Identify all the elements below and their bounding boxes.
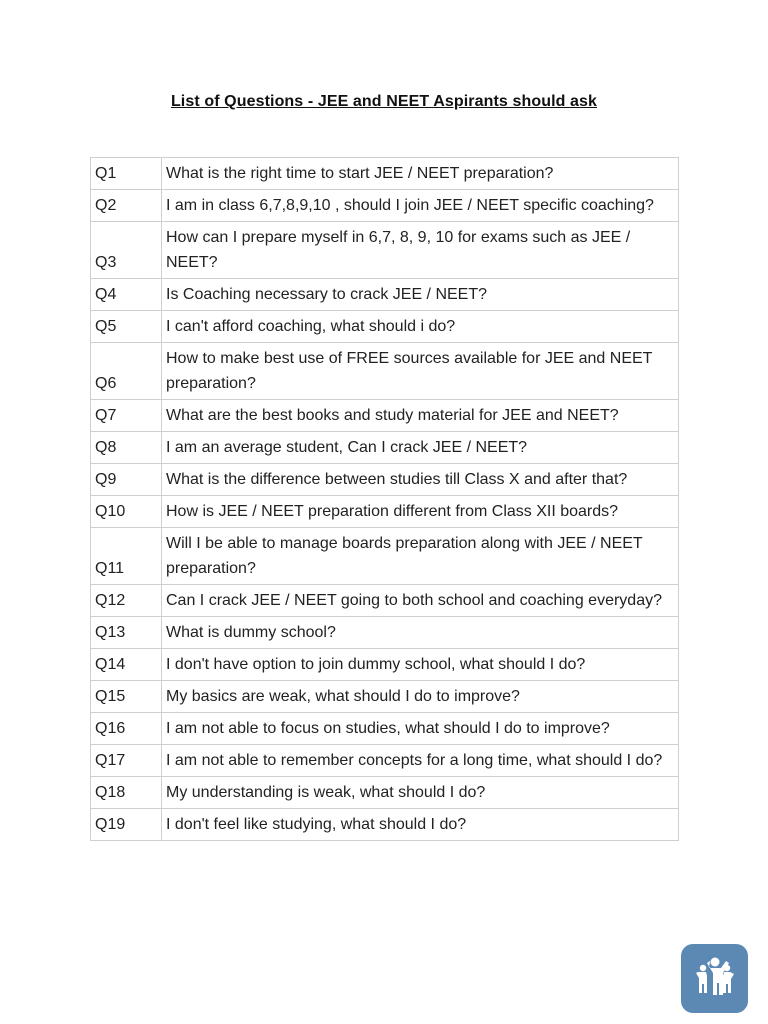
question-text: How to make best use of FREE sources available for JEE and NEET preparation? <box>162 343 679 400</box>
table-row <box>91 681 679 713</box>
question-number: Q17 <box>91 745 162 777</box>
question-number: Q2 <box>91 190 162 222</box>
question-text: I am in class 6,7,8,9,10 , should I join JEE / NEET specific coaching? <box>162 190 679 222</box>
table-row <box>91 713 679 745</box>
question-number: Q18 <box>91 777 162 809</box>
table-row <box>91 745 679 777</box>
people-icon <box>692 953 738 1004</box>
question-text: What is the right time to start JEE / NEET preparation? <box>162 158 679 190</box>
table-row <box>91 343 679 400</box>
table-row <box>91 649 679 681</box>
table-row <box>91 400 679 432</box>
question-text: How is JEE / NEET preparation different from Class XII boards? <box>162 496 679 528</box>
question-number: Q7 <box>91 400 162 432</box>
question-number: Q8 <box>91 432 162 464</box>
question-number: Q6 <box>91 343 162 400</box>
question-text: I don't have option to join dummy school, what should I do? <box>162 649 679 681</box>
questions-table-body <box>91 158 679 841</box>
question-text: Is Coaching necessary to crack JEE / NEET? <box>162 279 679 311</box>
table-row <box>91 464 679 496</box>
app-badge-button[interactable] <box>681 944 748 1013</box>
document-title: List of Questions - JEE and NEET Aspirants should ask <box>170 93 598 110</box>
question-number: Q5 <box>91 311 162 343</box>
question-text: I can't afford coaching, what should i do? <box>162 311 679 343</box>
table-row <box>91 809 679 841</box>
table-row <box>91 311 679 343</box>
question-text: How can I prepare myself in 6,7, 8, 9, 10 for exams such as JEE / NEET? <box>162 222 679 279</box>
question-text: My understanding is weak, what should I do? <box>162 777 679 809</box>
table-row <box>91 222 679 279</box>
question-number: Q12 <box>91 585 162 617</box>
question-text: What is the difference between studies till Class X and after that? <box>162 464 679 496</box>
question-number: Q11 <box>91 528 162 585</box>
question-text: What is dummy school? <box>162 617 679 649</box>
question-text: What are the best books and study material for JEE and NEET? <box>162 400 679 432</box>
question-number: Q1 <box>91 158 162 190</box>
question-text: I am not able to focus on studies, what should I do to improve? <box>162 713 679 745</box>
question-text: I am not able to remember concepts for a long time, what should I do? <box>162 745 679 777</box>
table-row <box>91 496 679 528</box>
table-row <box>91 585 679 617</box>
table-row <box>91 528 679 585</box>
table-row <box>91 617 679 649</box>
question-text: I don't feel like studying, what should I do? <box>162 809 679 841</box>
question-number: Q3 <box>91 222 162 279</box>
question-number: Q10 <box>91 496 162 528</box>
question-number: Q4 <box>91 279 162 311</box>
question-number: Q16 <box>91 713 162 745</box>
question-number: Q15 <box>91 681 162 713</box>
table-row <box>91 432 679 464</box>
question-number: Q19 <box>91 809 162 841</box>
questions-table <box>90 157 679 841</box>
question-number: Q9 <box>91 464 162 496</box>
question-text: Will I be able to manage boards preparation along with JEE / NEET preparation? <box>162 528 679 585</box>
question-text: My basics are weak, what should I do to improve? <box>162 681 679 713</box>
question-number: Q13 <box>91 617 162 649</box>
table-row <box>91 777 679 809</box>
table-row <box>91 279 679 311</box>
question-text: I am an average student, Can I crack JEE / NEET? <box>162 432 679 464</box>
question-number: Q14 <box>91 649 162 681</box>
table-row <box>91 158 679 190</box>
question-text: Can I crack JEE / NEET going to both school and coaching everyday? <box>162 585 679 617</box>
table-row <box>91 190 679 222</box>
